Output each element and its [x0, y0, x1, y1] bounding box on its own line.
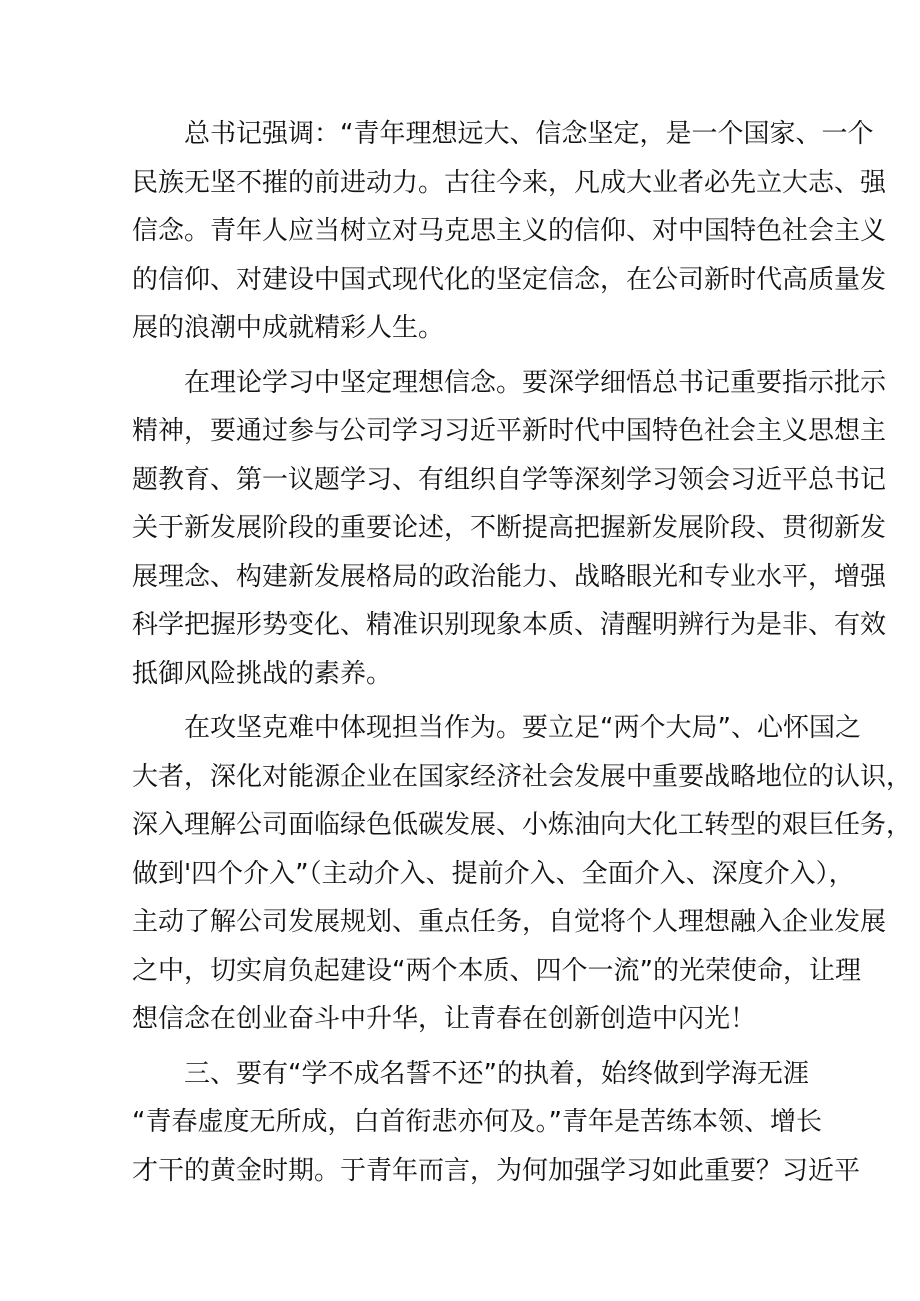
text-line: “青春虚度无所成，白首衔悲亦何及。”青年是苦练本领、增长: [132, 1107, 822, 1137]
text-line: 在理论学习中坚定理想信念。要深学细悟总书记重要指示批示: [184, 367, 887, 398]
text-line: 主动了解公司发展规划、重点任务，自觉将个人理想融入企业发展: [132, 907, 887, 937]
document-body: [132, 110, 913, 1201]
paragraph-4: [132, 1050, 861, 1196]
paragraph-3: [132, 704, 913, 1044]
text-line: 题教育、第一议题学习、有组织自学等深刻学习领会习近平总书记: [132, 464, 887, 495]
text-line: 抵御风险挑战的素养。: [132, 658, 393, 689]
text-line: 之中，切实肩负起建设“两个本质、四个一流”的光荣使命，让理: [132, 955, 861, 986]
text-line: 展理念、构建新发展格局的政治能力、战略眼光和专业水平，增强: [132, 561, 887, 592]
text-line: 在攻坚克难中体现担当作为。要立足“两个大局”、心怀国之: [184, 713, 861, 743]
text-line: 科学把握形势变化、精准识别现象本质、清醒明辨行为是非、有效: [132, 610, 887, 640]
text-line: 想信念在创业奋斗中升华，让青春在创新创造中闪光！: [132, 1004, 757, 1034]
text-line: 总书记强调：“青年理想远大、信念坚定，是一个国家、一个: [184, 119, 874, 149]
text-line: 做到'四个介入”（主动介入、提前介入、全面介入、深度介入），: [132, 858, 855, 889]
section-heading-line: 三、要有“学不成名誓不还”的执着，始终做到学海无涯: [184, 1058, 809, 1089]
text-line: 精神，要通过参与公司学习习近平新时代中国特色社会主义思想主: [132, 416, 887, 446]
paragraph-1: [132, 110, 887, 353]
text-line: 信念。青年人应当树立对马克思主义的信仰、对中国特色社会主义: [132, 216, 887, 246]
text-line: 民族无坚不摧的前进动力。古往今来，凡成大业者必先立大志、强: [132, 167, 887, 198]
text-line: 展的浪潮中成就精彩人生。: [132, 313, 445, 343]
text-line: 关于新发展阶段的重要论述，不断提高把握新发展阶段、贯彻新发: [132, 513, 887, 543]
paragraph-2: [132, 359, 887, 699]
text-line: 的信仰、对建设中国式现代化的坚定信念，在公司新时代高质量发: [132, 264, 887, 295]
text-line: 大者，深化对能源企业在国家经济社会发展中重要战略地位的认识，: [132, 761, 913, 792]
text-line: 才干的黄金时期。于青年而言，为何加强学习如此重要？习近平: [132, 1155, 861, 1186]
text-line: 深入理解公司面临绿色低碳发展、小炼油向大化工转型的艰巨任务，: [132, 810, 913, 840]
